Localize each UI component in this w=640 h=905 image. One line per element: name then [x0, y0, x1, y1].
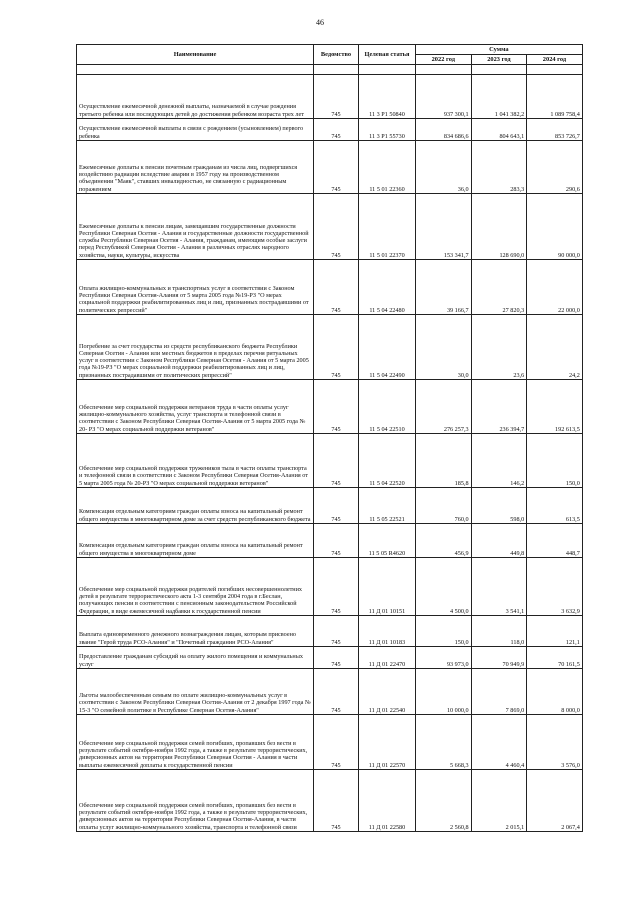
row-sum-2022: 93 973,0 — [416, 647, 472, 669]
table-row — [77, 315, 583, 380]
row-sum-2023: 449,8 — [471, 524, 527, 558]
row-target-article: 11 3 P1 50840 — [359, 75, 416, 119]
row-sum-2024: 613,5 — [527, 488, 583, 524]
header-name: Наименование — [77, 45, 314, 65]
table-row — [77, 616, 583, 647]
row-target-article: 11 5 04 22490 — [359, 315, 416, 380]
row-sum-2024: 2 067,4 — [527, 770, 583, 832]
row-sum-2022: 834 686,6 — [416, 119, 472, 141]
row-sum-2023: 283,3 — [471, 141, 527, 194]
table-row — [77, 715, 583, 770]
row-sum-2023: 128 690,0 — [471, 194, 527, 260]
table-row — [77, 488, 583, 524]
row-sum-2023: 3 541,1 — [471, 558, 527, 616]
budget-table — [76, 44, 583, 832]
row-sum-2024: 150,0 — [527, 434, 583, 488]
row-target-article: 11 Д 01 10151 — [359, 558, 416, 616]
row-name: Выплата единовременного денежного вознаграждения лицам, которым присвоено звание "Герой труда РСО-Алания" и "Почетный гражданин РСО-Алания" — [77, 616, 314, 647]
row-sum-2023: 27 820,3 — [471, 260, 527, 315]
row-name: Обеспечение мер социальной поддержки тружеников тыла в части оплаты транспорта и телефонной связи в соответствии с Законом Республики Северная Осетия-Алания от 5 марта 2005 года № 20-РЗ "О мерах социальной поддержки ветеранов" — [77, 434, 314, 488]
row-department: 745 — [314, 770, 359, 832]
row-target-article: 11 5 05 22521 — [359, 488, 416, 524]
row-target-article: 11 Д 01 22570 — [359, 715, 416, 770]
row-sum-2022: 36,0 — [416, 141, 472, 194]
table-row — [77, 260, 583, 315]
row-sum-2024: 1 089 758,4 — [527, 75, 583, 119]
row-sum-2023: 4 460,4 — [471, 715, 527, 770]
row-sum-2023: 236 394,7 — [471, 380, 527, 434]
row-department: 745 — [314, 260, 359, 315]
row-target-article: 11 5 04 22510 — [359, 380, 416, 434]
row-sum-2022: 2 560,8 — [416, 770, 472, 832]
row-sum-2023: 2 015,1 — [471, 770, 527, 832]
row-sum-2023: 1 041 382,2 — [471, 75, 527, 119]
row-name: Осуществление ежемесячной выплаты в связи с рождением (усыновлением) первого ребенка — [77, 119, 314, 141]
table-row — [77, 669, 583, 715]
row-name: Осуществление ежемесячной денежной выплаты, назначаемой в случае рождения третьего ребенка или последующих детей до достижения ребенком возраста трех лет — [77, 75, 314, 119]
row-department: 745 — [314, 524, 359, 558]
row-name: Обеспечение мер социальной поддержки родителей погибших несовершеннолетних детей в результате террористического акта 1-3 сентября 2004 года в г.Беслан, получающих пенсии в соответствии с пенсионным законодательством Российской Федерации, в виде ежемесячной надбавки к государственной пенсии — [77, 558, 314, 616]
table-row — [77, 194, 583, 260]
row-sum-2024: 448,7 — [527, 524, 583, 558]
row-sum-2022: 10 000,0 — [416, 669, 472, 715]
table-body — [77, 75, 583, 832]
header-year-2022: 2022 год — [416, 55, 472, 65]
row-sum-2022: 185,8 — [416, 434, 472, 488]
row-sum-2024: 290,6 — [527, 141, 583, 194]
row-sum-2023: 146,2 — [471, 434, 527, 488]
row-department: 745 — [314, 315, 359, 380]
row-name: Ежемесячные доплаты к пенсии лицам, замещавшим государственные должности Республики Северная Осетия - Алания и государственные должности государственной службы Республики Северная Осетия - Алания, гражданам, имеющим особые заслуги перед Республикой Северная Осетия - Алания в различных отраслях народного хозяйства, науки, культуры, искусства — [77, 194, 314, 260]
row-sum-2023: 598,0 — [471, 488, 527, 524]
row-department: 745 — [314, 558, 359, 616]
row-department: 745 — [314, 380, 359, 434]
row-department: 745 — [314, 669, 359, 715]
header-target-article: Целевая статья — [359, 45, 416, 65]
table-row — [77, 75, 583, 119]
row-sum-2024: 3 576,0 — [527, 715, 583, 770]
row-target-article: 11 3 P1 55730 — [359, 119, 416, 141]
row-target-article: 11 Д 01 22470 — [359, 647, 416, 669]
row-name: Обеспечение мер социальной поддержки семей погибших, пропавших без вести в результате событий октября-ноября 1992 года, а также в результате террористических, диверсионных актов на территории Республики Северная Осетия - Алания в части выплаты ежемесячной доплаты к государственной пенсии — [77, 715, 314, 770]
row-target-article: 11 5 01 22370 — [359, 194, 416, 260]
row-sum-2023: 23,6 — [471, 315, 527, 380]
row-name: Обеспечение мер социальной поддержки семей погибших, пропавших без вести в результате событий октября-ноября 1992 года, а также в результате террористических, диверсионных актов на территории Республики Северная Осетия-Алания, в части оплаты услуг жилищно-коммунального хозяйства, транспорта и телефонной связи — [77, 770, 314, 832]
row-name: Предоставление гражданам субсидий на оплату жилого помещения и коммунальных услуг — [77, 647, 314, 669]
row-target-article: 11 5 04 22520 — [359, 434, 416, 488]
row-sum-2022: 937 300,1 — [416, 75, 472, 119]
row-sum-2023: 70 949,9 — [471, 647, 527, 669]
table-row — [77, 647, 583, 669]
table-row — [77, 558, 583, 616]
header-sum: Сумма — [416, 45, 583, 55]
row-name: Ежемесячные доплаты к пенсии почетным гражданам из числа лиц, подвергшихся воздействию радиации вследствие аварии в 1957 году на производственном объединении "Маяк", ставших инвалидностью, не связанную с радиационным поражением — [77, 141, 314, 194]
row-sum-2024: 853 726,7 — [527, 119, 583, 141]
row-department: 745 — [314, 616, 359, 647]
row-department: 745 — [314, 141, 359, 194]
row-sum-2023: 804 643,1 — [471, 119, 527, 141]
row-sum-2023: 118,0 — [471, 616, 527, 647]
row-sum-2024: 24,2 — [527, 315, 583, 380]
header-year-2024: 2024 год — [527, 55, 583, 65]
row-target-article: 11 5 04 22480 — [359, 260, 416, 315]
table-row — [77, 119, 583, 141]
row-sum-2022: 30,0 — [416, 315, 472, 380]
row-sum-2024: 192 613,5 — [527, 380, 583, 434]
table-row — [77, 380, 583, 434]
table-row — [77, 141, 583, 194]
row-sum-2024: 90 000,0 — [527, 194, 583, 260]
row-sum-2024: 121,1 — [527, 616, 583, 647]
row-name: Льготы малообеспеченным семьям по оплате жилищно-коммунальных услуг в соответствии с Законом Республики Северная Осетия-Алания от 2 декабря 1997 года № 15-3 "О семейной политике в Республике Северная Осетия-Алания" — [77, 669, 314, 715]
row-department: 745 — [314, 119, 359, 141]
table-header — [77, 45, 583, 75]
row-target-article: 11 5 01 22360 — [359, 141, 416, 194]
row-sum-2022: 4 500,0 — [416, 558, 472, 616]
row-sum-2024: 70 161,5 — [527, 647, 583, 669]
header-department: Ведомство — [314, 45, 359, 65]
row-sum-2024: 3 632,9 — [527, 558, 583, 616]
row-sum-2022: 153 341,7 — [416, 194, 472, 260]
row-sum-2022: 760,0 — [416, 488, 472, 524]
table-row — [77, 434, 583, 488]
row-sum-2022: 5 668,3 — [416, 715, 472, 770]
header-year-2023: 2023 год — [471, 55, 527, 65]
row-name: Обеспечение мер социальной поддержки ветеранов труда в части оплаты услуг жилищно-коммунального хозяйства, услуг транспорта и телефонной связи в соответствии с Законом Республики Северная Осетия-Алания от 5 марта 2005 года № 20- РЗ "О мерах социальной поддержки ветеранов" — [77, 380, 314, 434]
row-department: 745 — [314, 488, 359, 524]
page-number: 46 — [316, 18, 324, 27]
row-sum-2024: 8 000,0 — [527, 669, 583, 715]
row-name: Компенсация отдельным категориям граждан оплаты взноса на капитальный ремонт общего имущества в многоквартирном доме за счет средств республиканского бюджета — [77, 488, 314, 524]
row-target-article: 11 Д 01 22580 — [359, 770, 416, 832]
row-department: 745 — [314, 75, 359, 119]
header-spacer-row — [77, 65, 583, 75]
row-name: Компенсация отдельным категориям граждан оплаты взноса на капитальный ремонт общего имущества в многоквартирном доме — [77, 524, 314, 558]
row-department: 745 — [314, 715, 359, 770]
row-sum-2022: 276 257,3 — [416, 380, 472, 434]
row-department: 745 — [314, 434, 359, 488]
table-row — [77, 524, 583, 558]
row-target-article: 11 5 05 R4620 — [359, 524, 416, 558]
row-department: 745 — [314, 194, 359, 260]
row-sum-2022: 456,9 — [416, 524, 472, 558]
row-target-article: 11 Д 01 10183 — [359, 616, 416, 647]
row-target-article: 11 Д 01 22540 — [359, 669, 416, 715]
row-department: 745 — [314, 647, 359, 669]
row-sum-2023: 7 869,0 — [471, 669, 527, 715]
row-sum-2022: 150,0 — [416, 616, 472, 647]
row-sum-2022: 39 166,7 — [416, 260, 472, 315]
row-name: Погребение за счет государства из средств республиканского бюджета Республики Северная Осетия - Алания или местных бюджетов в пределах перечня ритуальных услуг в соответствии с Законом Республики Северная Осетия - Алания от 5 марта 2005 года №19-РЗ "О мерах социальной поддержки реабилитированных лиц и лиц, признанных пострадавшими от политических репрессий" — [77, 315, 314, 380]
row-sum-2024: 22 000,0 — [527, 260, 583, 315]
row-name: Оплата жилищно-коммунальных и транспортных услуг в соответствии с Законом Республики Северная Осетия-Алания от 5 марта 2005 года №19-РЗ "О мерах социальной поддержки реабилитированных лиц и лиц, признанных пострадавшими от политических репрессий" — [77, 260, 314, 315]
table-row — [77, 770, 583, 832]
